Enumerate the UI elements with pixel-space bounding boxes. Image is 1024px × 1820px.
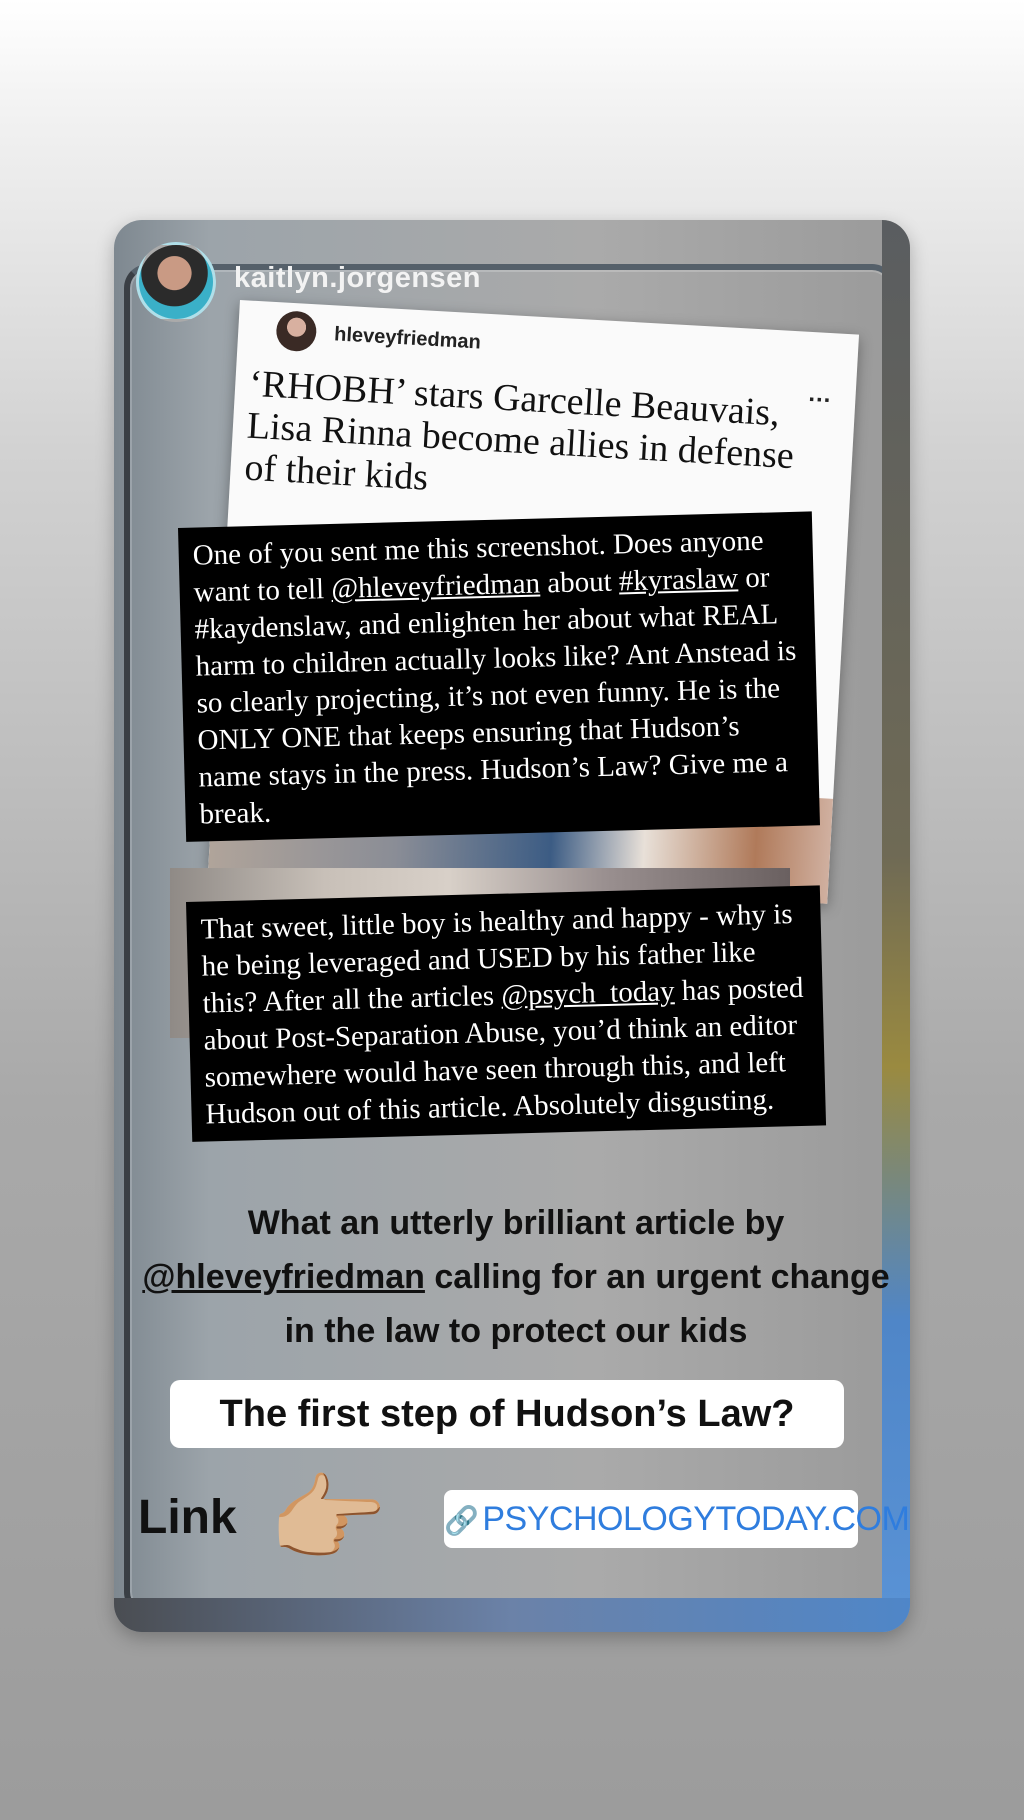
screenshot-avatar	[275, 310, 317, 352]
story-edge	[882, 220, 910, 1632]
username[interactable]: kaitlyn.jorgensen	[234, 262, 482, 294]
caption-text: calling for an urgent change in the law to protect our kids	[284, 1258, 890, 1350]
user-avatar[interactable]	[136, 242, 216, 322]
article-headline: ‘RHOBH’ stars Garcelle Beauvais, Lisa Rinna become allies in defense of their kids	[243, 362, 795, 499]
caption-mention[interactable]: @hleveyfriedman	[142, 1258, 425, 1296]
link-label: Link	[138, 1491, 237, 1544]
text-segment: or #kaydenslaw, and enlighten her about what REAL harm to children actually looks like? Ant Anstead is so clearly projecting, it’s not even funny. He is the ONLY ONE that keeps ensuring that Hudson’s name stays in the press. Hudson’s Law? Give me a break.	[194, 561, 797, 831]
pointing-hand-icon: 👉🏼	[268, 1466, 388, 1573]
text-segment: about	[539, 565, 620, 600]
text-segment: has posted about Post-Separation Abuse, you’d think an editor somewhere would have seen through this, and left Hudson out of this article. Absolutely disgusting.	[203, 971, 804, 1131]
link-text: PSYCHOLOGYTODAY.COM	[482, 1500, 910, 1538]
hashtag-link[interactable]: #kyraslaw	[618, 562, 739, 598]
story-bottom-edge	[114, 1598, 910, 1632]
more-icon: ...	[807, 379, 833, 409]
screenshot-handle: hleveyfriedman	[333, 323, 482, 354]
question-pill: The first step of Hudson’s Law?	[170, 1380, 844, 1448]
mention-link[interactable]: @psych_today	[500, 975, 675, 1012]
text-box-2	[186, 885, 826, 1142]
text-segment: One of you sent me this screenshot. Does anyone want to tell	[192, 524, 764, 609]
mention-link[interactable]: @hleveyfriedman	[330, 567, 541, 606]
caption-text: What an utterly brilliant article by	[247, 1204, 785, 1242]
story-caption	[130, 1196, 902, 1358]
link-icon: 🔗	[444, 1505, 479, 1536]
text-segment: That sweet, little boy is healthy and happy - why is he being leveraged and USED by his father like this? After all the articles	[200, 898, 793, 1020]
text-box-1	[178, 511, 820, 841]
link-sticker[interactable]	[444, 1490, 910, 1548]
